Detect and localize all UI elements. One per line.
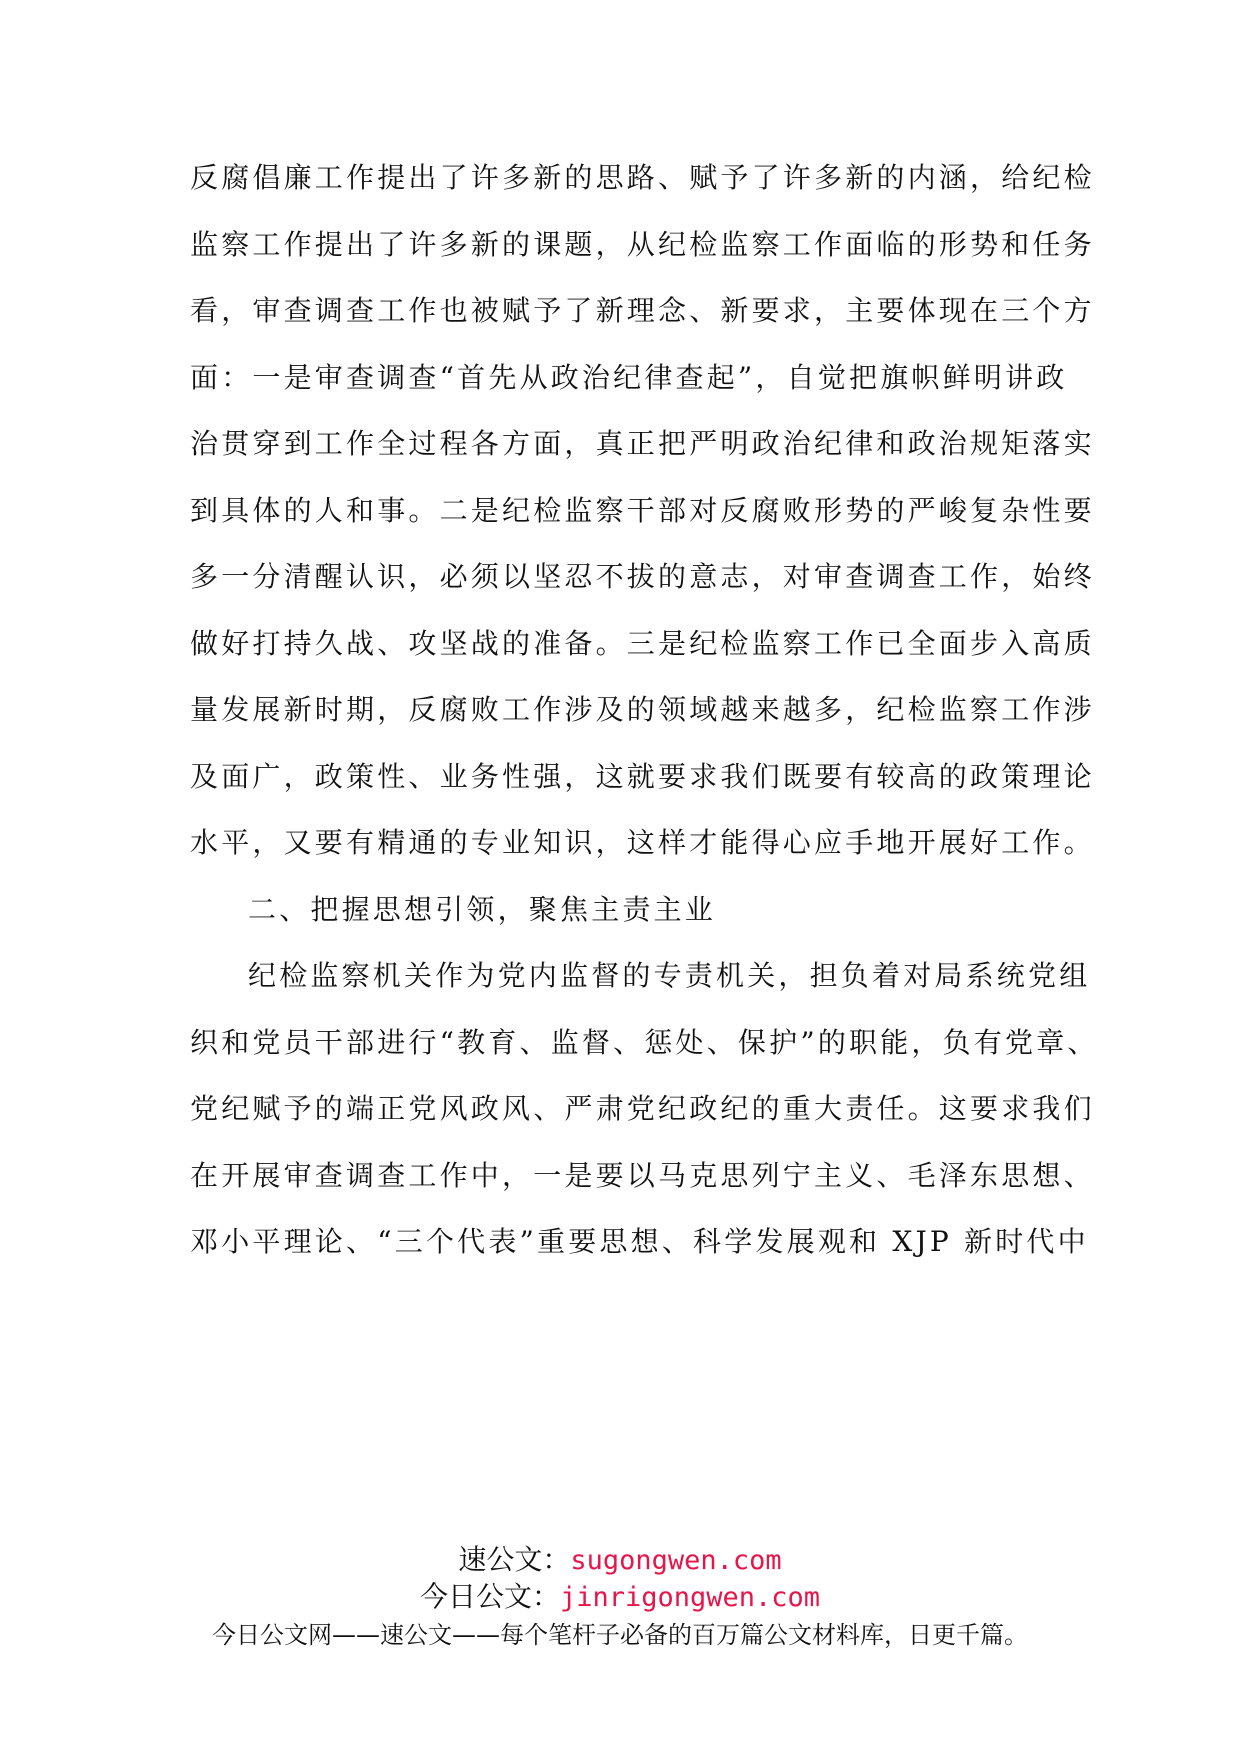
body-text-line: 在开展审查调查工作中，一是要以马克思列宁主义、毛泽东思想、 — [190, 1159, 1095, 1192]
sugongwen-link[interactable]: sugongwen.com — [570, 1545, 782, 1576]
section-heading: 二、把握思想引领，聚焦主责主业 — [248, 893, 717, 926]
footer-jinrigongwen-label: 今日公文： — [419, 1580, 560, 1613]
body-text-line: 党纪赋予的端正党风政风、严肃党纪政纪的重大责任。这要求我们 — [190, 1092, 1095, 1125]
footer-sugongwen-label: 速公文： — [458, 1543, 571, 1576]
body-text-line: 及面广，政策性、业务性强，这就要求我们既要有较高的政策理论 — [190, 760, 1095, 793]
body-text-line: 量发展新时期，反腐败工作涉及的领域越来越多，纪检监察工作涉 — [190, 693, 1095, 726]
footer-tagline: 今日公文网——速公文——每个笔杆子必备的百万篇公文材料库，日更千篇。 — [212, 1621, 1028, 1649]
body-text-line: 到具体的人和事。二是纪检监察干部对反腐败形势的严峻复杂性要 — [190, 494, 1095, 527]
jinrigongwen-link[interactable]: jinrigongwen.com — [559, 1582, 821, 1613]
body-text-line: 监察工作提出了许多新的课题，从纪检监察工作面临的形势和任务 — [190, 228, 1095, 261]
body-text-line: 邓小平理论、“三个代表”重要思想、科学发展观和 XJP 新时代中 — [190, 1225, 1089, 1258]
body-text-line: 做好打持久战、攻坚战的准备。三是纪检监察工作已全面步入高质 — [190, 627, 1095, 660]
body-text-line: 看，审查调查工作也被赋予了新理念、新要求，主要体现在三个方 — [190, 294, 1095, 327]
body-text-line: 织和党员干部进行“教育、监督、惩处、保护”的职能，负有党章、 — [190, 1026, 1099, 1059]
body-text-line: 反腐倡廉工作提出了许多新的思路、赋予了许多新的内涵，给纪检 — [190, 161, 1095, 194]
body-text-line: 纪检监察机关作为党内监督的专责机关，担负着对局系统党组 — [248, 959, 1091, 992]
footer-sugongwen — [0, 1543, 1240, 1578]
footer-jinrigongwen — [0, 1580, 1240, 1615]
body-text-line: 面：一是审查调查“首先从政治纪律查起”，自觉把旗帜鲜明讲政 — [190, 361, 1068, 394]
body-text-line: 治贯穿到工作全过程各方面，真正把严明政治纪律和政治规矩落实 — [190, 427, 1095, 460]
body-text-line: 多一分清醒认识，必须以坚忍不拔的意志，对审查调查工作，始终 — [190, 560, 1095, 593]
body-text-line: 水平，又要有精通的专业知识，这样才能得心应手地开展好工作。 — [190, 826, 1095, 859]
